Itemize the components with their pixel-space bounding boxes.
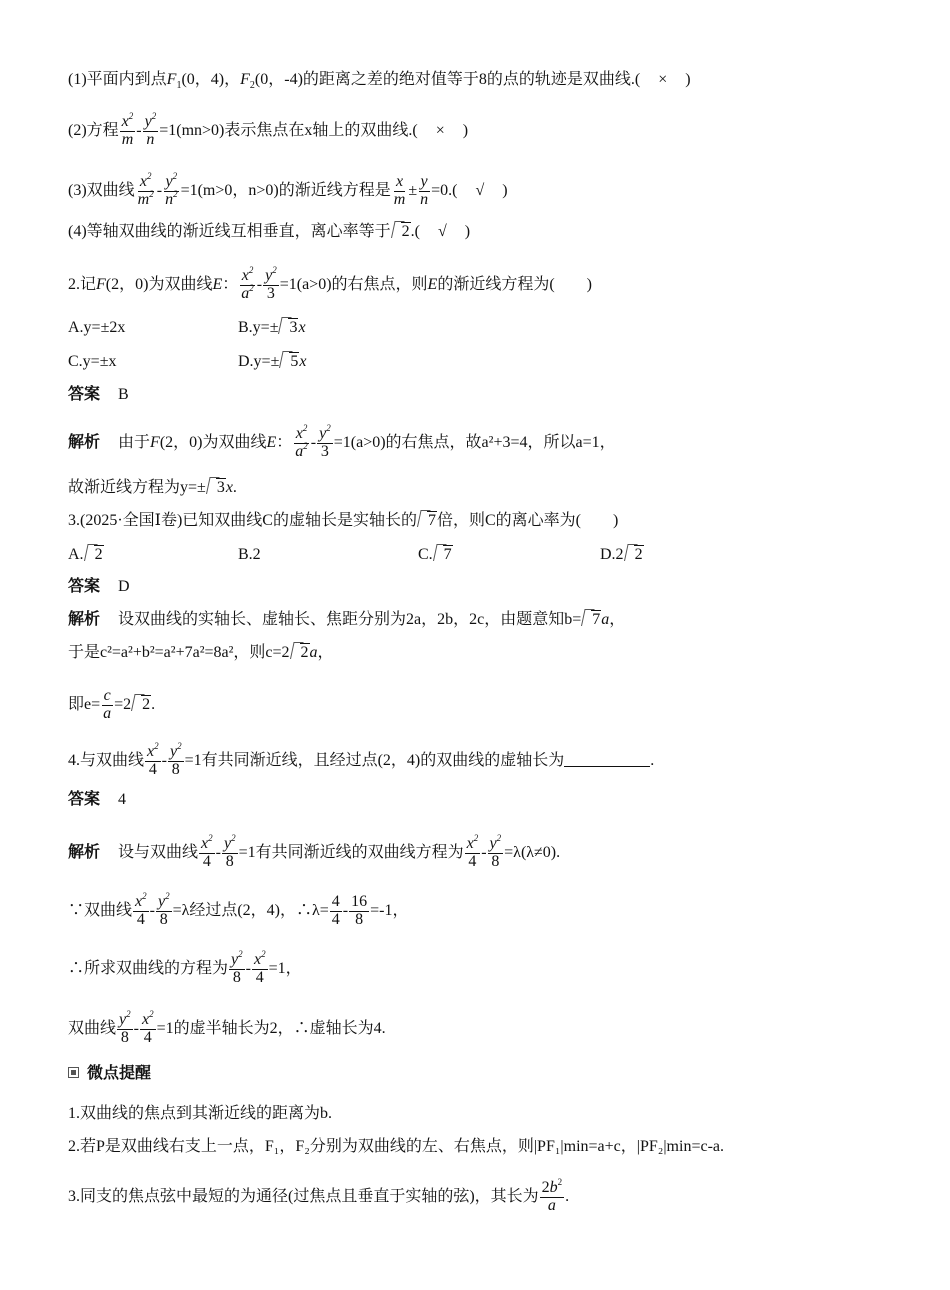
question-4-answer: 答案 4 — [68, 791, 127, 808]
judge-item-1: (1)平面内到点$F_1(0$，4)，$F_2(0$，-4)的距离之差的绝对值等于8的点的轨迹是双曲线.( × ) — [68, 71, 691, 92]
tips-heading: 微点提醒 — [68, 1064, 910, 1084]
question-4-analysis-line-2: ∵双曲线 $\frac{x^2}{4}$ - $\frac{y^2}{8}$ =λ经过点(2，4)，∴λ= $\frac{4}{4}$ - $\frac{16}{8}$ =-1， — [68, 891, 409, 928]
question-3-analysis-line-2: 于是c²=a²+b²=a²+7a²=8a²，则c=2 2a， — [68, 644, 334, 661]
cross-mark: × — [435, 121, 445, 139]
judge-item-2: (2)方程 $\frac{x^2}{m}$ - $\frac{y^2}{n}$ =1(mn>0)表示焦点在x轴上的双曲线.( × ) — [68, 111, 469, 148]
option-d: D.2 2 — [600, 546, 643, 563]
check-mark: √ — [475, 181, 485, 199]
tip-3: 3.同支的焦点弦中最短的为通径(过焦点且垂直于实轴的弦)，其长为 $\frac{2b^2}{a}$ . — [68, 1177, 570, 1214]
option-d: D.y=± 5x — [238, 353, 307, 370]
check-mark: √ — [438, 223, 447, 240]
tip-1: 1.双曲线的焦点到其渐近线的距离为b. — [68, 1105, 333, 1122]
answer-blank — [564, 752, 650, 767]
question-2-analysis-line-1: 解析 由于F(2，0)为双曲线E： $\frac{x^2}{a^2}$ - $\frac{y^2}{3}$ =1(a>0)的右焦点，故a²+3=4，所以a=1， — [68, 423, 616, 460]
section-square-icon — [68, 1067, 79, 1078]
question-3-answer: 答案 D — [68, 578, 130, 595]
judge-item-3: (3)双曲线 $\frac{x^2}{m^2}$ - $\frac{y^2}{n^2}$ =1(m>0，n>0)的渐近线方程是 $\frac{x}{m}$ ± $\frac{y}{n}$ =0.( √ ) — [68, 171, 508, 208]
judge-item-4: (4)等轴双曲线的渐近线互相垂直，离心率等于 2.( √ ) — [68, 223, 471, 240]
option-b: B.2 — [238, 546, 261, 563]
option-a: A.y=±2x — [68, 319, 126, 336]
tip-2: 2.若P是双曲线右支上一点，F₁，F₂分别为双曲线的左、右焦点，则|PF₁|min=a+c，|PF₂|min=c-a. — [68, 1138, 725, 1155]
question-2-answer: 答案 B — [68, 386, 129, 403]
cross-mark: × — [658, 71, 668, 88]
question-2-analysis-line-2: 故渐近线方程为y=± 3x. — [68, 479, 237, 496]
question-4-analysis-line-3: ∴所求双曲线的方程为 $\frac{y^2}{8}$ - $\frac{x^2}{4}$ =1， — [68, 949, 302, 986]
question-3-stem: 3.(2025·全国Ⅰ卷)已知双曲线C的虚轴长是实轴长的 7倍，则C的离心率为( ) — [68, 512, 619, 529]
question-3-analysis-line-3: 即e= $\frac{c}{a}$ =2 2. — [68, 687, 156, 722]
question-4-analysis-line-4: 双曲线 $\frac{y^2}{8}$ - $\frac{x^2}{4}$ =1的虚半轴长为2，∴虚轴长为4. — [68, 1009, 386, 1046]
option-c: C.y=±x — [68, 353, 117, 370]
option-a: A. 2 — [68, 546, 103, 563]
question-4-analysis-line-1: 解析 设与双曲线 $\frac{x^2}{4}$ - $\frac{y^2}{8}$ =1有共同渐近线的双曲线方程为 $\frac{x^2}{4}$ - $\frac{y^2}{8}$ =λ(λ≠0). — [68, 833, 561, 870]
question-3-analysis-line-1: 解析 设双曲线的实轴长、虚轴长、焦距分别为2a，2b，2c，由题意知b= 7a， — [68, 611, 626, 628]
question-2-stem: 2.记F(2，0)为双曲线E： $\frac{x^2}{a^2}$ - $\frac{y^2}{3}$ =1(a>0)的右焦点，则E的渐近线方程为( ) — [68, 265, 592, 302]
option-b: B.y=± 3x — [238, 319, 306, 336]
question-4-stem: 4.与双曲线 $\frac{x^2}{4}$ - $\frac{y^2}{8}$ =1有共同渐近线，且经过点(2，4)的双曲线的虚轴长为 . — [68, 741, 655, 778]
option-c: C. 7 — [418, 546, 452, 563]
